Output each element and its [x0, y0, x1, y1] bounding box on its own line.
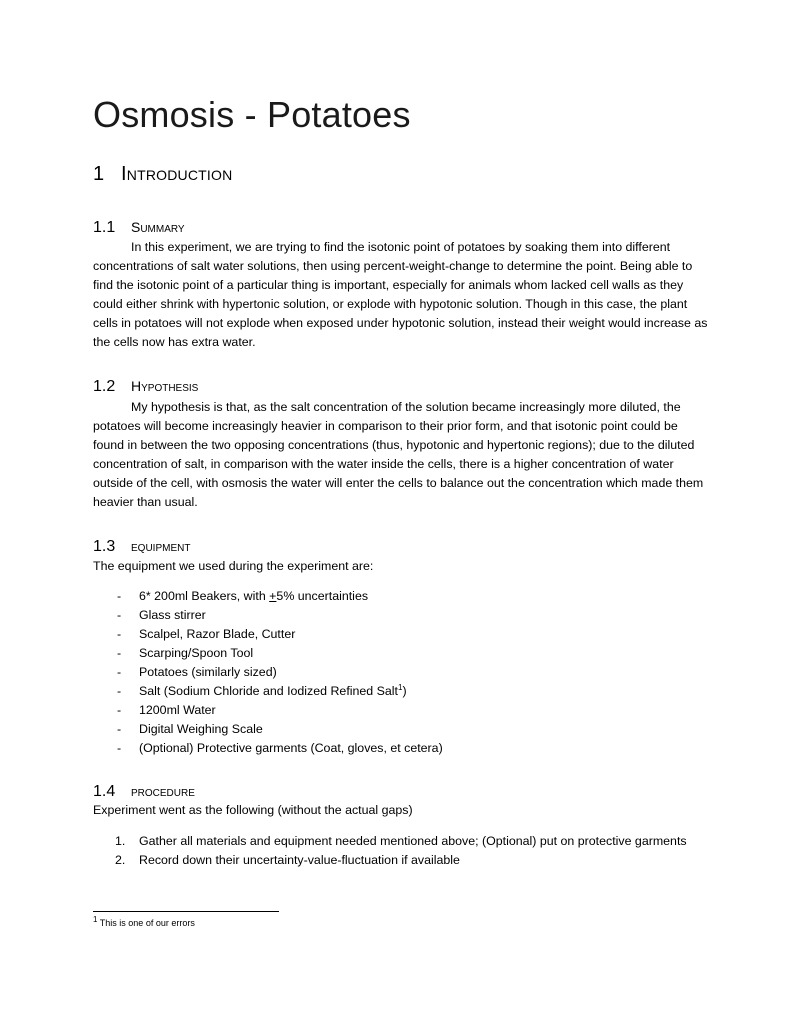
footnote-separator — [93, 911, 279, 912]
subsection-heading-summary — [93, 219, 185, 237]
bullet-dash: - — [117, 722, 122, 736]
subsection-title: Summary — [131, 219, 185, 235]
hypothesis-paragraph: My hypothesis is that, as the salt concentration of the solution became increasingly more diluted, the potatoes will become increasingly heavier in comparison to their prior form, and that isotonic point could be found in between the two opposing concentrations (thus, hypotonic and hypertonic regions); due to the diluted concentration of salt, in comparison with the water inside the cells, there is a higher concentration of water outside of the cell, with osmosis the water will enter the cells to balance out the concentration which made them heavier than usual. — [93, 400, 704, 509]
subsection-title: equipment — [131, 538, 191, 554]
footnote-text: This is one of our errors — [99, 918, 195, 928]
step-number: 2. — [115, 853, 126, 867]
bullet-dash: - — [117, 589, 122, 603]
bullet-dash: - — [117, 665, 122, 679]
subsection-heading-hypothesis — [93, 378, 198, 396]
footnote-mark: 1 — [93, 915, 98, 924]
subsection-heading-equipment — [93, 538, 190, 556]
subsection-heading-procedure — [93, 783, 195, 801]
list-item — [93, 832, 713, 851]
list-item: - 1200ml Water — [93, 701, 443, 720]
list-item: - Potatoes (similarly sized) — [93, 663, 443, 682]
bullet-dash: - — [117, 684, 122, 698]
subsection-title: procedure — [131, 783, 195, 799]
step-number: 1. — [115, 834, 126, 848]
list-item: - (Optional) Protective garments (Coat, gloves, et cetera) — [93, 739, 443, 758]
step-text: Gather all materials and equipment needed mentioned above; (Optional) put on protective garments — [139, 834, 687, 848]
subsection-number: 1.1 — [93, 219, 116, 236]
list-item: - Glass stirrer — [93, 606, 443, 625]
summary-paragraph: In this experiment, we are trying to find the isotonic point of potatoes by soaking them into different concentrations of salt water solutions, then using percent-weight-change to determine the point. Being able to find the isotonic point of a particular thing is important, especially for animals whom lacked cell walls as they could either shrink with hypertonic solution, or explode with hypotonic solution. Though in this case, the plant cells in potatoes will not explode when exposed under hypotonic solution, instead their weight would increase as the cells now has extra water. — [93, 240, 708, 349]
bullet-dash: - — [117, 627, 122, 641]
footnote — [93, 915, 195, 928]
section-number: 1 — [93, 163, 105, 185]
page-title: Osmosis - Potatoes — [93, 94, 411, 135]
list-item: - Digital Weighing Scale — [93, 720, 443, 739]
procedure-list — [93, 832, 713, 870]
list-item: - Scalpel, Razor Blade, Cutter — [93, 625, 443, 644]
list-item — [93, 851, 713, 870]
subsection-number: 1.2 — [93, 378, 116, 395]
subsection-number: 1.4 — [93, 783, 116, 800]
procedure-intro: Experiment went as the following (without the actual gaps) — [93, 803, 413, 817]
bullet-dash: - — [117, 741, 122, 755]
subsection-number: 1.3 — [93, 538, 116, 555]
section-title: Introduction — [121, 163, 233, 185]
list-item: - 6* 200ml Beakers, with +5% uncertainties — [93, 587, 443, 606]
footnote-reference[interactable]: 1 — [397, 682, 403, 692]
bullet-dash: - — [117, 703, 122, 717]
subsection-title: Hypothesis — [131, 378, 199, 394]
equipment-intro: The equipment we used during the experiment are: — [93, 559, 374, 573]
bullet-dash: - — [117, 646, 122, 660]
plus-minus-sign: + — [269, 589, 277, 603]
bullet-dash: - — [117, 608, 122, 622]
list-item: - Salt (Sodium Chloride and Iodized Refined Salt$^1$) — [93, 682, 443, 701]
step-text: Record down their uncertainty-value-fluctuation if available — [139, 853, 460, 867]
section-heading-introduction — [93, 163, 232, 186]
list-item: - Scarping/Spoon Tool — [93, 644, 443, 663]
equipment-list — [93, 587, 443, 758]
